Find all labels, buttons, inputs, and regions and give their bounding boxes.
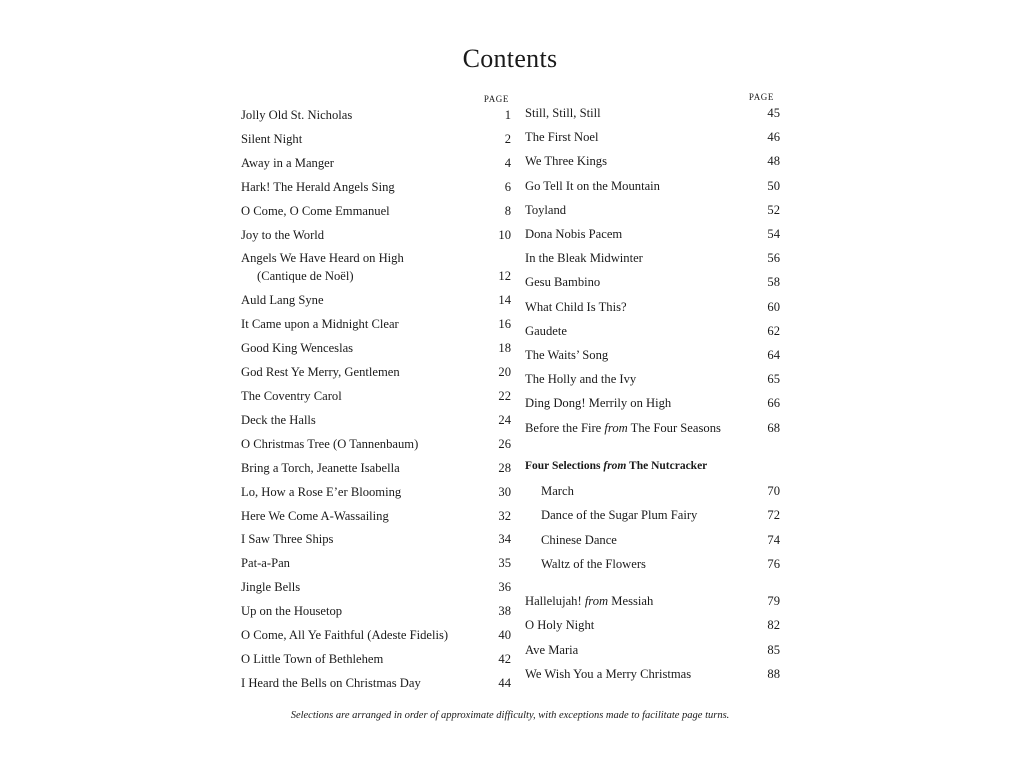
entry-page: 44 [498,675,511,690]
entry-title: The First Noel [525,130,599,145]
entry-title-cont: (Cantique de Noël) [257,269,354,284]
entry-page: 66 [767,396,780,411]
entry-title: I Saw Three Ships [241,532,334,547]
footer-note: Selections are arranged in order of approximate difficulty, with exceptions made to facilitate page turns. [290,710,730,721]
entry-page: 76 [767,556,780,571]
entry-title: O Christmas Tree (O Tannenbaum) [241,436,419,451]
entry-page: 38 [498,604,511,619]
entry-title: The Holly and the Ivy [525,372,637,387]
entry-page: 36 [498,580,511,595]
entry-page: 22 [498,389,511,403]
entry-title: Here We Come A-Wassailing [241,508,389,523]
entry-page: 68 [767,420,780,435]
entry-page: 70 [767,484,780,498]
entry-title: It Came upon a Midnight Clear [241,317,399,332]
entry-title: I Heard the Bells on Christmas Day [241,675,421,690]
entry-page: 32 [498,508,511,523]
entry-page: 64 [767,348,780,362]
page-column-header: PAGE [748,92,774,102]
entry-page: 14 [498,293,511,308]
entry-page: 30 [498,484,511,499]
entry-title: Hallelujah! from Messiah [525,594,654,608]
entry-page: 1 [504,108,511,122]
entry-page: 74 [767,532,780,547]
entry-page: 18 [498,341,511,356]
entry-title: O Come, All Ye Faithful (Adeste Fidelis) [241,628,449,642]
entry-page: 65 [767,372,780,387]
entry-title: Jingle Bells [241,580,301,595]
entry-page: 50 [767,178,780,193]
entry-page: 35 [498,556,511,571]
entry-title: Lo, How a Rose E’er Blooming [241,484,402,499]
entry-title: Joy to the World [241,227,325,242]
section-heading: Four Selections from The Nutcracker [525,460,708,472]
contents-page [220,0,800,768]
entry-page: 62 [767,323,780,338]
entry-title: Bring a Torch, Jeanette Isabella [241,460,400,475]
entry-title: March [541,484,574,498]
entry-title: Dona Nobis Pacem [525,227,623,241]
entry-title: God Rest Ye Merry, Gentlemen [241,365,400,380]
entry-title: Still, Still, Still [525,106,601,120]
entry-title: Good King Wenceslas [241,341,354,356]
entry-page: 60 [767,299,780,314]
entry-title: Waltz of the Flowers [541,556,646,571]
entry-title: Gesu Bambino [525,275,601,290]
entry-title: Deck the Halls [241,412,316,427]
entry-page: 56 [767,251,780,266]
entry-title: Ding Dong! Merrily on High [525,396,672,411]
entry-from: from [584,594,609,608]
entry-title: Gaudete [525,323,567,338]
entry-title: Before the Fire from The Four Seasons [525,420,721,435]
entry-page: 8 [504,203,511,218]
entry-page: 45 [767,106,780,120]
entry-page: 6 [504,179,511,194]
entry-page: 2 [504,131,511,146]
entry-title: O Holy Night [525,618,595,633]
entry-page: 20 [498,365,511,380]
entry-page: 79 [767,594,780,608]
entry-page: 24 [498,412,511,427]
entry-title: Hark! The Herald Angels Sing [241,179,395,194]
entry-page: 82 [767,618,780,633]
entry-title: Chinese Dance [541,532,617,547]
entry-title: We Wish You a Merry Christmas [525,666,692,681]
page-column-header: PAGE [483,94,509,104]
entry-title: We Three Kings [525,154,607,169]
entry-title: Up on the Housetop [241,604,343,619]
entry-page: 4 [504,155,511,170]
entry-page: 85 [767,642,780,657]
entry-title: What Child Is This? [525,299,627,314]
entry-title: O Come, O Come Emmanuel [241,203,390,218]
entry-title: Jolly Old St. Nicholas [241,108,353,122]
entry-page: 72 [767,508,780,523]
entry-page: 54 [767,227,780,241]
entry-page: 16 [498,317,511,332]
entry-from: from [604,420,628,435]
entry-title: Toyland [525,202,567,217]
entry-page: 26 [498,436,511,451]
entry-title: The Waits’ Song [525,348,609,362]
entry-title: Pat-a-Pan [241,556,290,571]
entry-page: 58 [767,275,780,290]
entry-page: 88 [767,666,780,681]
entry-title: The Coventry Carol [241,389,342,403]
page-title: Contents [462,44,558,73]
entry-page: 28 [498,460,511,475]
entry-title: Ave Maria [525,642,579,657]
entry-page: 12 [498,269,511,284]
entry-title: In the Bleak Midwinter [525,251,643,266]
entry-title: Auld Lang Syne [241,293,324,308]
entry-page: 34 [498,532,511,547]
entry-title: Away in a Manger [241,155,334,170]
section-heading-from: from [603,460,627,472]
entry-page: 52 [767,202,780,217]
entry-title: Dance of the Sugar Plum Fairy [541,508,698,523]
entry-title: Go Tell It on the Mountain [525,178,660,193]
entry-page: 10 [498,227,511,242]
entry-title: Silent Night [241,131,303,146]
entry-page: 40 [498,628,511,642]
entry-title: O Little Town of Bethlehem [241,651,384,666]
entry-page: 46 [767,130,780,145]
entry-title: Angels We Have Heard on High [241,251,404,266]
entry-page: 48 [767,154,780,169]
entry-page: 42 [498,651,511,666]
